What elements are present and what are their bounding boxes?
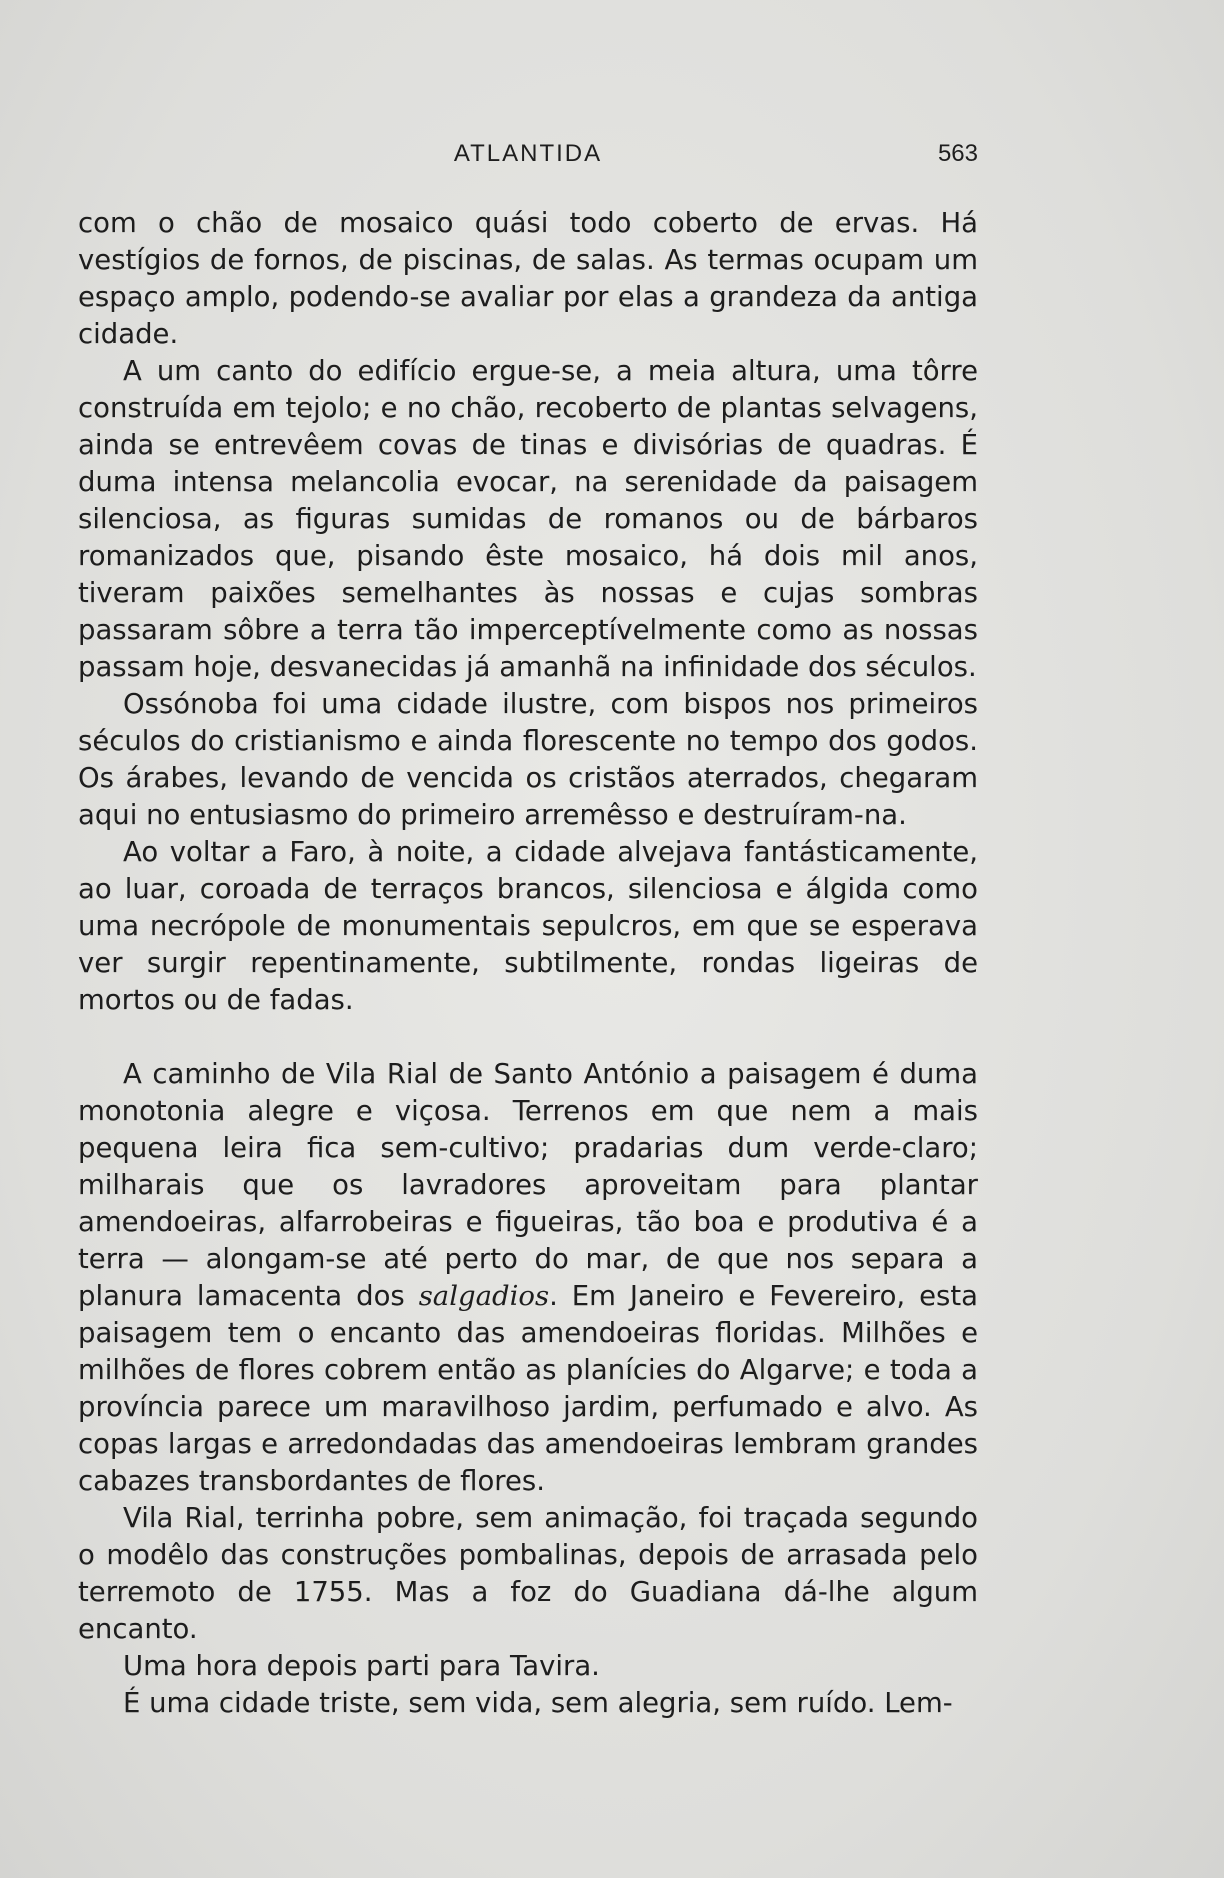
paragraph-text: A caminho de Vila Rial de Santo António a paisagem é duma monotonia alegre e viçosa. Terrenos em que nem a mais pequena leira fica sem-cultivo; pradarias dum verde-claro; milharais que os lavradores aproveitam para plantar amendoeiras, alfarrobeiras e figueiras, tão boa e produtiva é a terra — alongam-se até perto do mar, de que nos separa a planura lamacenta dos <box>78 1058 978 1312</box>
section-break <box>78 1019 978 1056</box>
paragraph <box>78 1056 978 1500</box>
running-head <box>78 140 978 174</box>
paragraph: Ao voltar a Faro, à noite, a cidade alvejava fantásticamente, ao luar, coroada de terraços brancos, silenciosa e álgida como uma necrópole de monumentais sepulcros, em que se esperava ver surgir repentinamente, subtilmente, rondas ligeiras de mortos ou de fadas. <box>78 836 978 1016</box>
paragraph: É uma cidade triste, sem vida, sem alegria, sem ruído. Lem- <box>123 1687 953 1719</box>
body-text <box>78 205 978 1722</box>
paragraph: A um canto do edifício ergue-se, a meia altura, uma tôrre construída em tejolo; e no chão, recoberto de plantas selvagens, ainda se entrevêem covas de tinas e divisórias de quadras. É duma intensa melancolia evocar, na serenidade da paisagem silenciosa, as figuras sumidas de romanos ou de bárbaros romanizados que, pisando êste mosaico, há dois mil anos, tiveram paixões semelhantes às nossas e cujas sombras passaram sôbre a terra tão imperceptívelmente como as nossas passam hoje, desvanecidas já amanhã na infinidade dos séculos. <box>78 355 978 683</box>
paragraph: Uma hora depois parti para Tavira. <box>123 1650 600 1682</box>
italic-word: salgadios <box>418 1280 550 1312</box>
paragraph: Ossónoba foi uma cidade ilustre, com bispos nos primeiros séculos do cristianismo e ainda florescente no tempo dos godos. Os árabes, levando de vencida os cristãos aterrados, chegaram aqui no entusiasmo do primeiro arremêsso e destruíram-na. <box>78 688 978 831</box>
running-title: ATLANTIDA <box>453 140 603 167</box>
paragraph: Vila Rial, terrinha pobre, sem animação, foi traçada segundo o modêlo das construções pombalinas, depois de arrasada pelo terremoto de 1755. Mas a foz do Guadiana dá-lhe algum encanto. <box>78 1502 978 1645</box>
page-number: 563 <box>937 140 978 167</box>
paragraph: com o chão de mosaico quási todo coberto de ervas. Há vestígios de fornos, de piscinas, de salas. As termas ocupam um espaço amplo, podendo-se avaliar por elas a grandeza da antiga cidade. <box>78 207 978 350</box>
paragraph-text: . Em Janeiro e Fevereiro, esta paisagem tem o encanto das amendoeiras floridas. Milhões e milhões de flores cobrem então as planícies do Algarve; e toda a província parece um maravilhoso jardim, perfumado e alvo. As copas largas e arredondadas das amendoeiras lembram grandes cabazes transbordantes de flores. <box>78 1280 978 1497</box>
